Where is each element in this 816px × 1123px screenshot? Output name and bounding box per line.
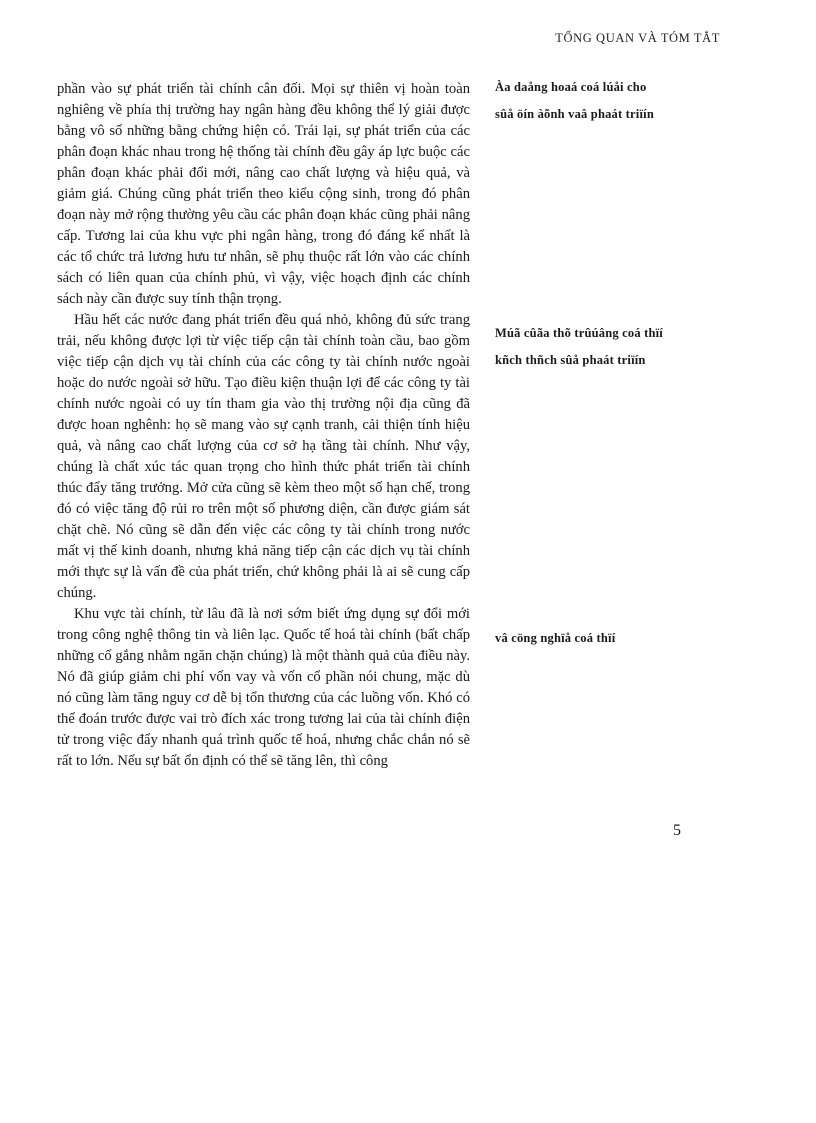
margin-note-technology bbox=[495, 625, 735, 652]
margin-note-line: sûå öín àõnh vaâ phaát triïín bbox=[495, 107, 654, 121]
margin-note-line: Àa daång hoaá coá lúåi cho bbox=[495, 80, 647, 94]
page-number: 5 bbox=[673, 822, 681, 839]
margin-note-line: Múã cûãa thõ trûúâng coá thïí bbox=[495, 326, 663, 340]
paragraph-balanced-development: phần vào sự phát triển tài chính cân đối. Mọi sự thiên vị hoàn toàn nghiêng về phía thị trường hay ngân hàng đều không thể lý giải được bằng vô số những bằng chứng hiện có. Trái lại, sự phát triển của các phân đoạn khác nhau trong hệ thống tài chính đều gây áp lực buộc các phân đoạn khác phải đổi mới, nâng cao chất lượng và hiệu quả, và giảm giá. Chúng cũng phát triển theo kiểu cộng sinh, trong đó phân đoạn này mở rộng thường yêu cầu các phân đoạn khác cũng phải nâng cấp. Tương lai của khu vực phi ngân hàng, trong đó đáng kể nhất là các tổ chức trả lương hưu tư nhân, sẽ phụ thuộc rất lớn vào các chính sách có liên quan của chính phủ, vì vậy, việc hoạch định các chính sách này cần được suy tính thận trọng. bbox=[57, 81, 470, 307]
paragraph-global-access: Hầu hết các nước đang phát triển đều quá nhỏ, không đủ sức trang trải, nếu không được lợi từ việc tiếp cận tài chính toàn cầu, bao gồm việc tiếp cận dịch vụ tài chính của các công ty tài chính nước ngoài hoặc do nước ngoài sở hữu. Tạo điều kiện thuận lợi để các công ty tài chính nước ngoài có uy tín tham gia vào thị trường nội địa cũng đã được hoan nghênh: họ sẽ mang vào sự cạnh tranh, cải thiện tính hiệu quả, và nâng cao chất lượng của cơ sở hạ tầng tài chính. Như vậy, chúng là chất xúc tác quan trọng cho hình thức phát triển tài chính thúc đẩy tăng trưởng. Mở cửa cũng sẽ kèm theo một số hạn chế, trong đó có việc tăng độ rủi ro trên một số phương diện, cần được giám sát chặt chẽ. Nó cũng sẽ dẫn đến việc các công ty tài chính trong nước mất vị thế kinh doanh, nhưng khả năng tiếp cận các dịch vụ tài chính mới thực sự là vấn đề của phát triển, chứ không phải là ai sẽ cung cấp chúng. bbox=[57, 312, 470, 601]
margin-note-diversification bbox=[495, 74, 735, 128]
margin-note-line: vâ cöng nghïå coá thïí bbox=[495, 631, 616, 645]
paragraph-technology: Khu vực tài chính, từ lâu đã là nơi sớm biết ứng dụng sự đổi mới trong công nghệ thông tin và liên lạc. Quốc tế hoá tài chính (bất chấp những cố gắng nhằm ngăn chặn chúng) là một thành quả của điều này. Nó đã giúp giảm chi phí vốn vay và vốn cổ phần nói chung, mặc dù nó cũng làm tăng nguy cơ dễ bị tổn thương của các luồng vốn. Khó có thể đoán trước được vai trò đích xác trong tương lai của tài chính điện tử trong việc đẩy nhanh quá trình quốc tế hoá, nhưng chắc chắn nó sẽ rất to lớn. Nếu sự bất ổn định có thể sẽ tăng lên, thì công bbox=[57, 606, 470, 769]
margin-note-line: kñch thñch sûå phaát triïín bbox=[495, 353, 646, 367]
running-header: TỔNG QUAN VÀ TÓM TẮT bbox=[555, 31, 720, 45]
body-text-column bbox=[57, 79, 470, 772]
margin-note-market-opening bbox=[495, 320, 735, 374]
